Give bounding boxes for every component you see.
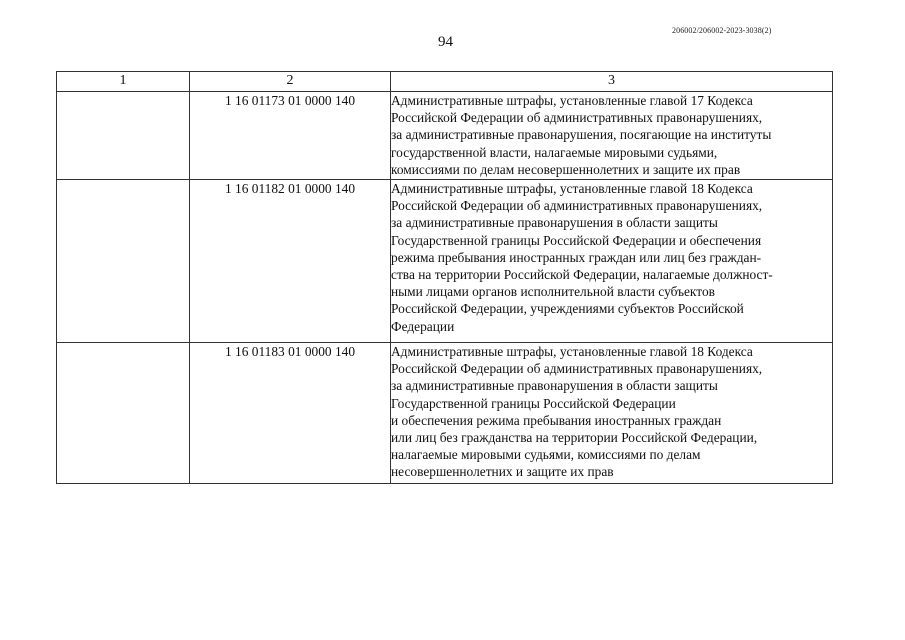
description-line: ными лицами органов исполнительной власти субъектов bbox=[391, 284, 715, 300]
description-cell bbox=[391, 180, 833, 343]
description-line: Государственной границы Российской Федерации и обеспечения bbox=[391, 232, 762, 248]
table-row bbox=[57, 343, 833, 484]
row-number-cell bbox=[57, 180, 190, 343]
row-number-cell bbox=[57, 343, 190, 484]
table-row bbox=[57, 92, 833, 180]
budget-codes-table bbox=[56, 71, 833, 484]
description-line: Федерации bbox=[391, 318, 455, 334]
table-header-row bbox=[57, 72, 833, 92]
description-line: Российской Федерации об административных правонарушениях, bbox=[391, 361, 763, 377]
column-header-1: 1 bbox=[57, 72, 190, 92]
description-line: и обеспечения режима пребывания иностранных граждан bbox=[391, 412, 722, 428]
description-line: Государственной границы Российской Федерации bbox=[391, 395, 676, 411]
description-line: Административные штрафы, установленные главой 18 Кодекса bbox=[391, 344, 753, 359]
page-number: 94 bbox=[438, 34, 453, 50]
description-line: Административные штрафы, установленные главой 18 Кодекса bbox=[391, 181, 753, 196]
description-cell bbox=[391, 92, 833, 180]
description-line: за административные правонарушения в области защиты bbox=[391, 215, 718, 231]
column-header-2: 2 bbox=[190, 72, 391, 92]
description-line: Российской Федерации об административных правонарушениях, bbox=[391, 198, 763, 214]
budget-code-cell: 1 16 01182 01 0000 140 bbox=[190, 180, 391, 343]
description-line: за административные правонарушения в области защиты bbox=[391, 378, 718, 394]
row-number-cell bbox=[57, 92, 190, 180]
description-line: или лиц без гражданства на территории Российской Федерации, bbox=[391, 430, 758, 446]
column-header-3: 3 bbox=[391, 72, 833, 92]
description-cell bbox=[391, 343, 833, 484]
description-line: Административные штрафы, установленные главой 17 Кодекса bbox=[391, 93, 753, 108]
description-line: ства на территории Российской Федерации, налагаемые должност- bbox=[391, 267, 773, 283]
budget-code-cell: 1 16 01173 01 0000 140 bbox=[190, 92, 391, 180]
description-line: налагаемые мировыми судьями, комиссиями по делам bbox=[391, 447, 701, 463]
document-code: 206002/206002-2023-3038(2) bbox=[672, 26, 772, 35]
table-row bbox=[57, 180, 833, 343]
description-line: несовершеннолетних и защите их прав bbox=[391, 464, 614, 480]
description-line: Российской Федерации, учреждениями субъектов Российской bbox=[391, 301, 744, 317]
description-line: государственной власти, налагаемые мировыми судьями, bbox=[391, 144, 718, 160]
description-line: комиссиями по делам несовершеннолетних и защите их прав bbox=[391, 161, 741, 177]
description-line: за административные правонарушения, посягающие на институты bbox=[391, 127, 772, 143]
description-line: Российской Федерации об административных правонарушениях, bbox=[391, 110, 763, 126]
budget-code-cell: 1 16 01183 01 0000 140 bbox=[190, 343, 391, 484]
description-line: режима пребывания иностранных граждан или лиц без граждан- bbox=[391, 249, 762, 265]
